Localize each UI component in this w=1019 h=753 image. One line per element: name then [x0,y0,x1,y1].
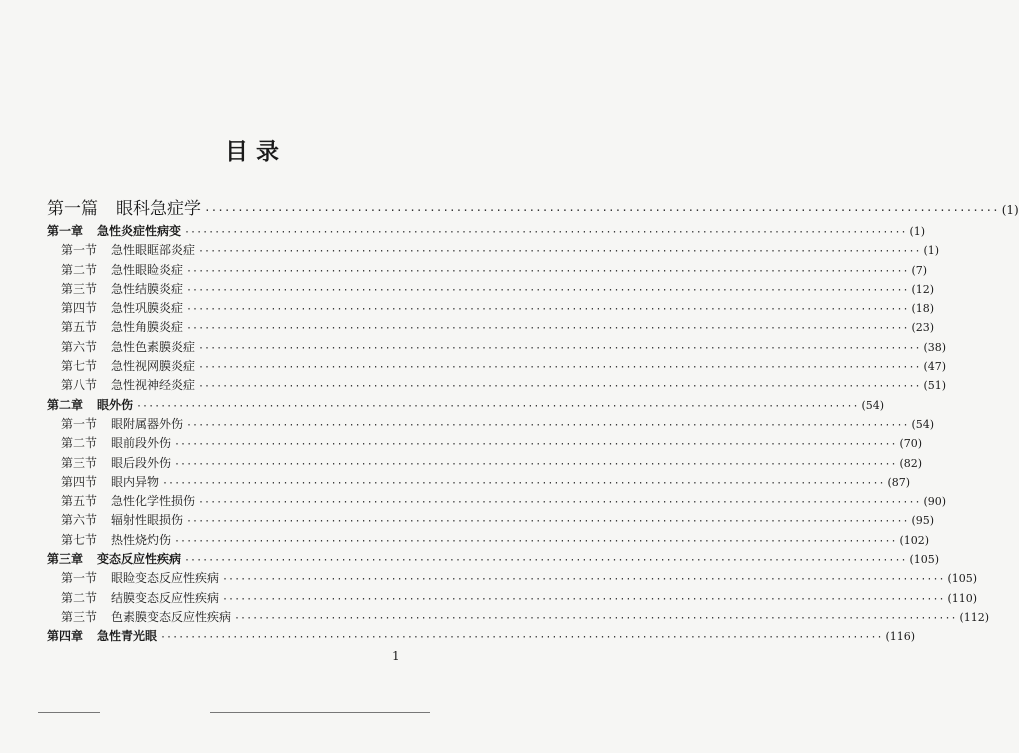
bottom-rule-right [210,712,430,713]
toc-entry-label: 急性炎症性病变 [97,224,182,238]
toc-entry-page: (70) [899,437,923,451]
toc-entry-label: 眼外伤 [97,397,134,412]
toc-entry-section [47,608,990,627]
toc-entry-label: 急性眼眶部炎症 [111,243,196,258]
page-number: 1 [392,649,400,663]
toc-leader-dots: ························································································································ [222,574,945,586]
toc-leader-dots: ························································································································ [186,323,909,335]
table-of-contents [47,196,1019,647]
toc-entry-label: 急性巩膜炎症 [111,301,184,316]
toc-entry-page: (112) [959,610,990,624]
toc-entry-label: 急性结膜炎症 [111,281,184,296]
toc-entry-label: 急性色素膜炎症 [111,339,196,354]
toc-leader-dots: ························································································································ [198,342,921,354]
toc-entry-page: (23) [911,321,935,335]
toc-entry-section [47,473,911,492]
toc-leader-dots: ························································································································ [204,204,999,217]
bottom-rule-left [38,712,100,713]
toc-entry-label: 急性眼睑炎症 [111,262,184,277]
toc-entry-section [47,511,935,530]
toc-entry-section [47,376,947,395]
toc-entry-number: 第六节 [61,339,98,354]
toc-entry-section [47,357,947,376]
toc-entry-label: 眼科急症学 [116,199,201,219]
toc-entry-number: 第一节 [61,243,98,258]
toc-entry-number: 第一节 [61,571,98,586]
toc-leader-dots: ························································································································ [198,381,921,393]
toc-entry-label: 急性视网膜炎症 [111,359,196,374]
toc-leader-dots: ························································································································ [186,284,909,296]
toc-entry-label: 变态反应性疾病 [97,552,182,567]
toc-entry-number: 第一章 [47,224,84,238]
toc-entry-number: 第二节 [61,590,98,605]
toc-entry-section [47,434,923,453]
toc-entry-number: 第四节 [61,474,98,489]
toc-entry-page: (90) [923,495,947,509]
toc-entry-page: (1) [909,225,926,238]
toc-entry-number: 第三节 [61,455,98,470]
toc-entry-chapter [47,222,926,241]
toc-leader-dots: ························································································································ [186,516,909,528]
toc-entry-number: 第三节 [61,281,98,296]
toc-entry-section [47,318,935,337]
toc-entry-section [47,531,930,550]
toc-entry-number: 第二节 [61,436,98,451]
toc-leader-dots: ························································································································ [174,535,897,547]
toc-leader-dots: ························································································································ [160,632,883,644]
toc-leader-dots: ························································································································ [186,304,909,316]
toc-entry-label: 眼睑变态反应性疾病 [111,571,220,586]
toc-leader-dots: ························································································································ [222,593,945,605]
toc-entry-label: 色素膜变态反应性疾病 [111,609,232,624]
toc-entry-page: (95) [911,514,935,528]
toc-entry-page: (105) [947,572,978,586]
toc-entry-number: 第四节 [61,301,98,316]
toc-entry-chapter [47,627,916,646]
toc-leader-dots: ························································································································ [186,265,909,277]
toc-entry-page: (12) [911,282,935,296]
toc-entry-number: 第五节 [61,494,98,509]
toc-entry-page: (18) [911,302,935,316]
toc-leader-dots: ························································································································ [184,227,907,238]
toc-entry-number: 第一篇 [47,199,98,219]
toc-entry-chapter [47,396,885,415]
toc-entry-label: 急性化学性损伤 [111,494,196,509]
toc-entry-page: (38) [923,340,947,354]
toc-entry-page: (51) [923,379,947,393]
toc-entry-page: (47) [923,360,947,374]
toc-entry-number: 第七节 [61,532,98,547]
toc-entry-part [47,196,1019,222]
toc-entry-label: 急性视神经炎症 [111,378,196,393]
toc-entry-number: 第一节 [61,416,98,431]
toc-leader-dots: ························································································································ [162,477,885,489]
toc-leader-dots: ························································································································ [184,555,907,567]
toc-leader-dots: ························································································································ [174,439,897,451]
toc-entry-section [47,299,935,318]
toc-entry-section [47,241,940,260]
toc-entry-section [47,261,928,280]
toc-entry-number: 第二节 [61,262,98,277]
toc-entry-page: (110) [947,591,978,605]
toc-leader-dots: ························································································································ [174,458,897,470]
toc-entry-section [47,280,935,299]
toc-entry-number: 第三节 [61,609,98,624]
toc-entry-page: (54) [911,417,935,431]
toc-entry-number: 第三章 [47,552,84,567]
toc-entry-page: (7) [911,263,928,277]
toc-entry-section [47,492,947,511]
toc-entry-page: (82) [899,456,923,470]
toc-entry-page: (116) [885,630,916,644]
toc-entry-page: (1) [1001,203,1019,217]
toc-leader-dots: ························································································································ [198,362,921,374]
toc-entry-page: (105) [909,553,940,567]
toc-leader-dots: ························································································································ [198,497,921,509]
toc-entry-page: (102) [899,533,930,547]
toc-entry-label: 眼前段外伤 [111,436,172,451]
toc-entry-page: (87) [887,475,911,489]
toc-entry-number: 第二章 [47,397,84,412]
toc-leader-dots: ························································································································ [186,419,909,431]
toc-entry-number: 第五节 [61,320,98,335]
toc-entry-section [47,415,935,434]
toc-entry-number: 第七节 [61,359,98,374]
toc-leader-dots: ························································································································ [198,246,921,258]
toc-entry-label: 热性烧灼伤 [111,532,172,547]
toc-entry-section [47,569,978,588]
toc-entry-page: (1) [923,244,940,258]
toc-entry-section [47,454,923,473]
toc-entry-number: 第四章 [47,629,84,644]
toc-entry-chapter [47,550,940,569]
toc-entry-label: 急性青光眼 [97,629,158,644]
toc-entry-number: 第八节 [61,378,98,393]
toc-entry-section [47,589,978,608]
toc-entry-label: 急性角膜炎症 [111,320,184,335]
toc-entry-label: 眼后段外伤 [111,455,172,470]
toc-leader-dots: ························································································································ [234,612,957,624]
toc-entry-label: 眼附属器外伤 [111,416,184,431]
toc-entry-page: (54) [861,398,885,412]
toc-entry-section [47,338,947,357]
page-title: 目 录 [224,139,279,165]
toc-entry-number: 第六节 [61,513,98,528]
toc-entry-label: 结膜变态反应性疾病 [111,590,220,605]
toc-leader-dots: ························································································································ [136,400,859,412]
toc-entry-label: 辐射性眼损伤 [111,513,184,528]
toc-entry-label: 眼内异物 [111,474,160,489]
